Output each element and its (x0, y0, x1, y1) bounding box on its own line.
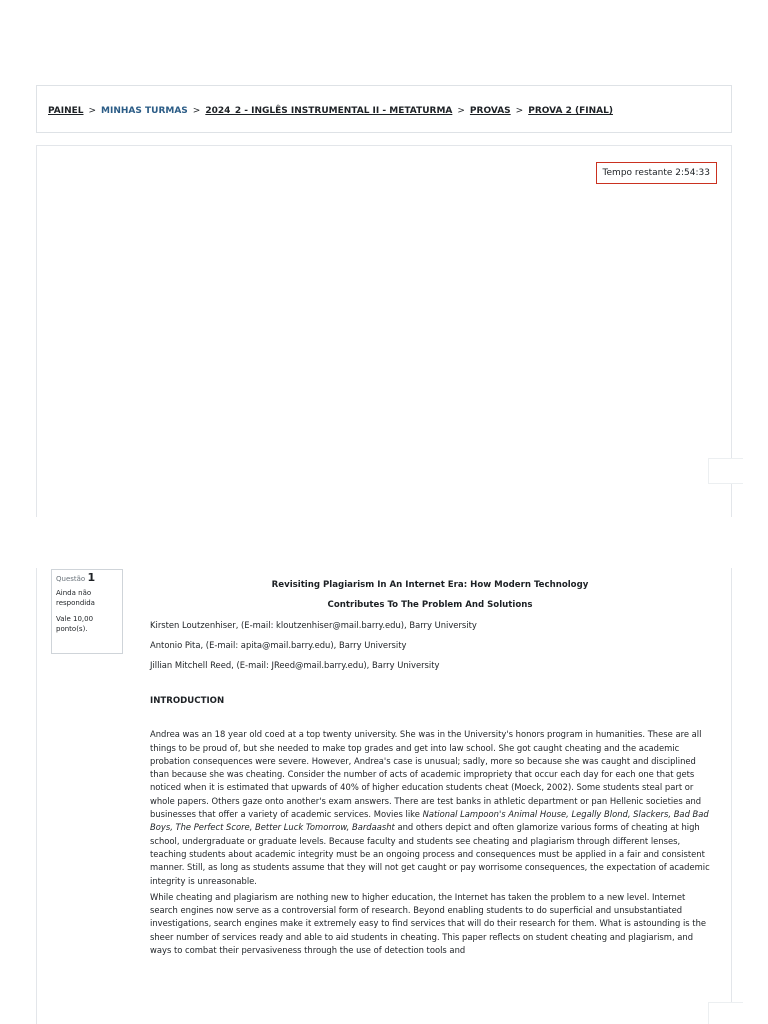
breadcrumb-item-minhas-turmas[interactable]: MINHAS TURMAS (101, 106, 188, 116)
quiz-timer: Tempo restante 2:54:33 (596, 162, 717, 184)
question-heading (56, 573, 118, 584)
article-paragraph-2: While cheating and plagiarism are nothing new to higher education, the Internet has taken the problem to a new level. Internet search engines now serve as a controversial form of research. Beyond enabling students to do superficial and unsubstantiated investigations, search engines make it extremely easy to find services that will do their research for them. What is astounding is the sheer number of services ready and able to aid students in cheating. This paper reflects on student cheating and plagiarism, and ways to combat their pervasiveness through the use of detection tools and (150, 891, 707, 956)
question-state: Ainda não respondida (56, 589, 95, 607)
article-title-line-1: Revisiting Plagiarism In An Internet Era: How Modern Technology (271, 580, 589, 590)
breadcrumb-item-painel[interactable]: PAINEL (48, 106, 84, 116)
paragraph-text: and others depict and often glamorize various forms of cheating at high school, undergraduate or graduate levels. Because faculty and students see cheating and plagiarism through different lenses, teaching students about academic integrity must be an ongoing process and consequences must be applied in a fair and consistent manner. Still, as long as students assume that they will not get caught or pay worrisome consequences, the expectation of academic integrity is unreasonable. (150, 822, 710, 886)
section-heading: INTRODUCTION (150, 696, 225, 706)
scroll-stub[interactable] (708, 1002, 743, 1024)
breadcrumb-item-prova-2[interactable]: PROVA 2 (FINAL) (528, 106, 613, 116)
article-author: Jillian Mitchell Reed, (E-mail: JReed@mail.barry.edu), Barry University (150, 660, 440, 670)
article-title-line-2: Contributes To The Problem And Solutions (327, 600, 533, 610)
question-info-box (51, 569, 123, 654)
breadcrumb-card (36, 85, 732, 133)
breadcrumb (48, 106, 613, 116)
question-label: Questão (56, 575, 86, 583)
breadcrumb-item-course[interactable]: 2024_2 - INGLÊS INSTRUMENTAL II - METATURMA (205, 106, 453, 116)
question-text (150, 575, 710, 960)
question-number: 1 (87, 571, 96, 584)
breadcrumb-separator: > (192, 106, 201, 116)
breadcrumb-item-provas[interactable]: PROVAS (469, 106, 511, 116)
question-grade: Vale 10,00 ponto(s). (56, 615, 94, 633)
breadcrumb-separator: > (515, 106, 524, 116)
article-paragraph-1 (150, 728, 710, 888)
quiz-main-frame (36, 145, 732, 517)
breadcrumb-separator: > (457, 106, 465, 116)
article-author: Kirsten Loutzenhiser, (E-mail: kloutzenhiser@mail.barry.edu), Barry University (150, 620, 477, 630)
breadcrumb-separator: > (88, 106, 97, 116)
drawer-toggle-stub[interactable] (708, 458, 743, 484)
article-author: Antonio Pita, (E-mail: apita@mail.barry.edu), Barry University (150, 640, 407, 650)
movie-titles: National Lampoon's Animal House, Legally Blond, Slackers, Bad Bad Boys, The Perfect Score, Better Luck Tomorrow, Bardaasht (150, 809, 709, 833)
paragraph-text: Andrea was an 18 year old coed at a top twenty university. She was in the University's honors program in humanities. These are all things to be proud of, but she needed to make top grades and get into law school. She got caught cheating and the academic probation consequences were severe. However, Andrea's case is unusual; sadly, more so because she was caught and disciplined than because she was cheating. Consider the number of acts of academic impropriety that occur each day for each one that gets noticed when it is estimated that upwards of 40% of higher education students cheat (Moeck, 2002). Some students steal part or whole papers. Others gaze onto another's exam answers. There are test banks in athletic department or pan Hellenic societies and businesses that offer a variety of academic services. Movies like (150, 729, 702, 820)
